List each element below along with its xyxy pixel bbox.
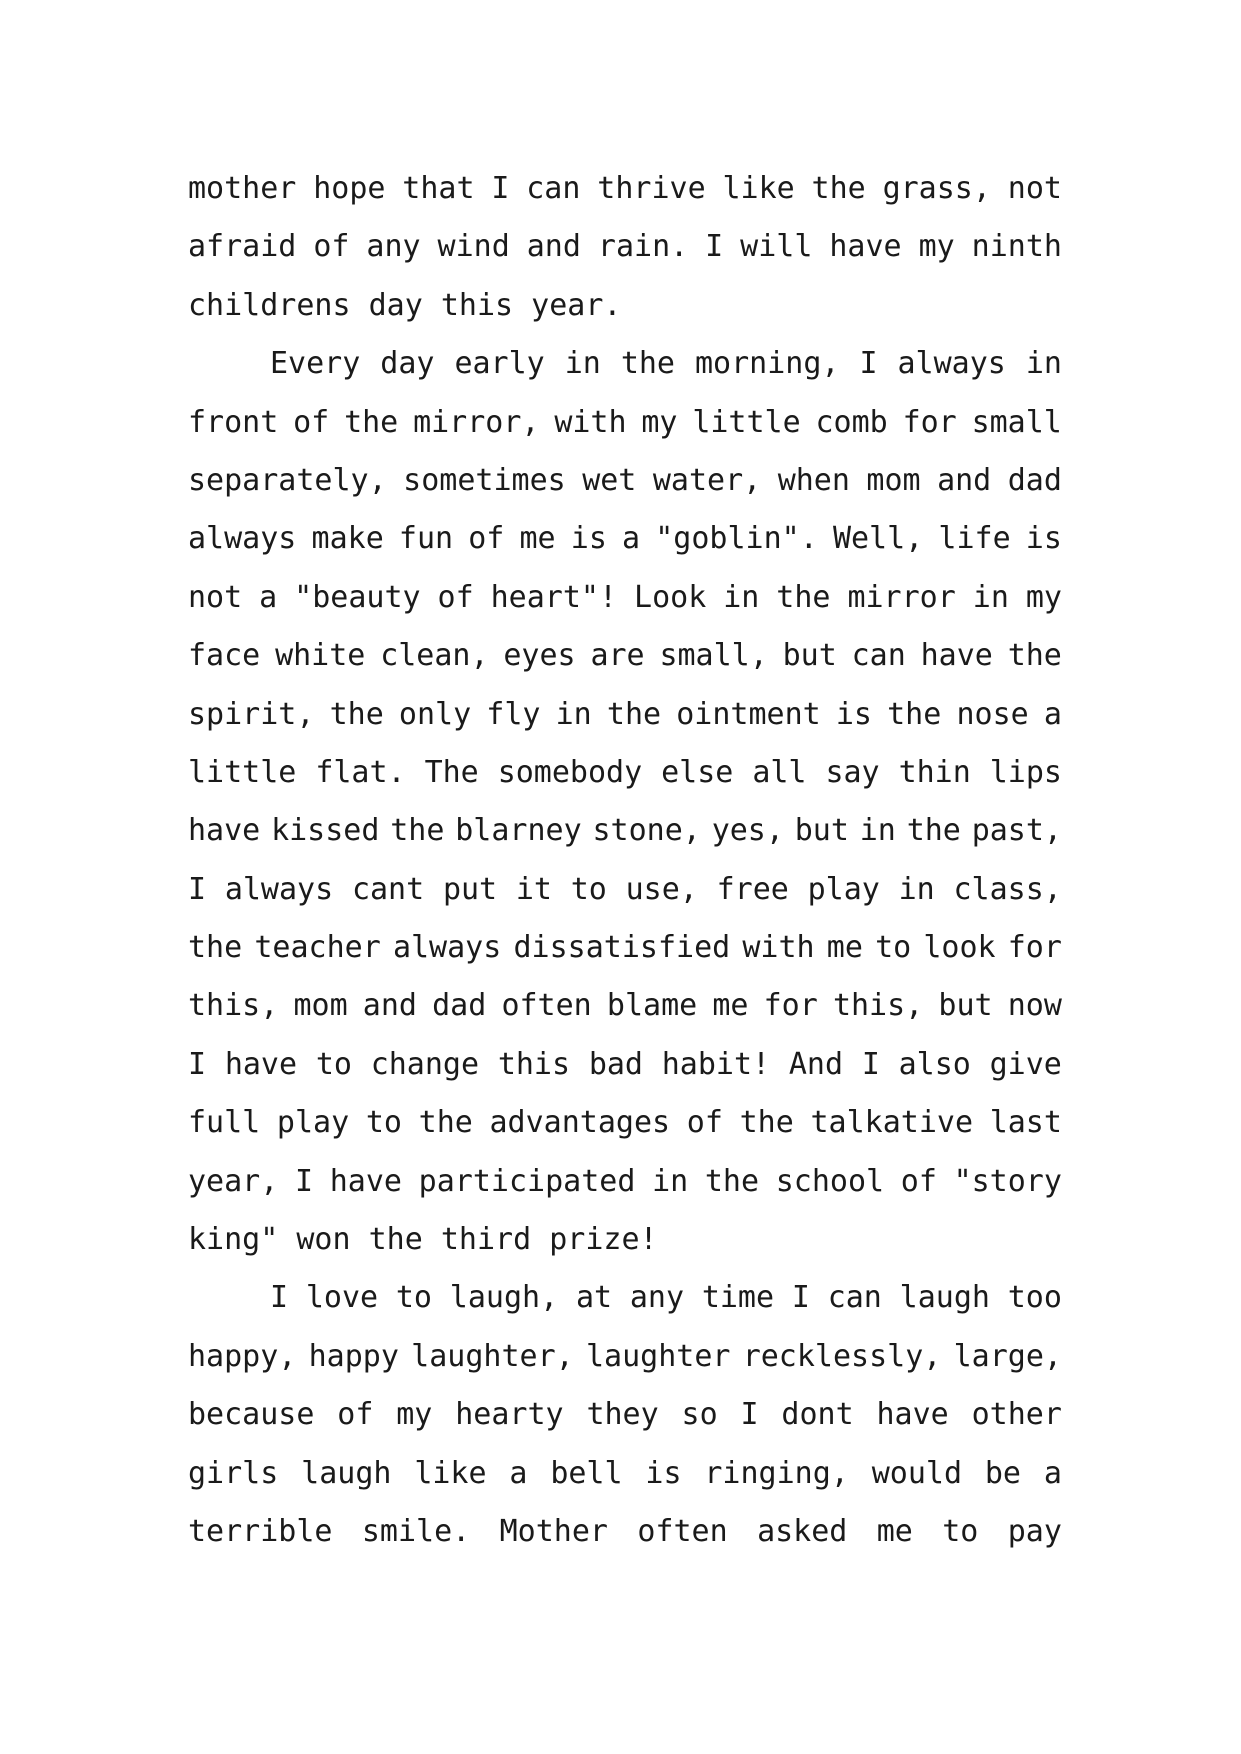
text-line: front of the mirror, with my little comb for small <box>188 404 1062 440</box>
body-text <box>188 160 1062 1561</box>
text-line: I always cant put it to use, free play in class, <box>188 871 1062 907</box>
text-line: the teacher always dissatisfied with me to look for <box>188 930 1062 966</box>
text-line: I have to change this bad habit! And I also give <box>188 1046 1062 1082</box>
text-line: afraid of any wind and rain. I will have my ninth <box>188 229 1062 265</box>
text-line: mother hope that I can thrive like the grass, not <box>188 171 1062 206</box>
text-line: this, mom and dad often blame me for this, but now <box>188 988 1062 1024</box>
text-line: have kissed the blarney stone, yes, but in the past, <box>188 813 1062 849</box>
text-line: terrible smile. Mother often asked me to pay <box>188 1513 1062 1549</box>
text-line: childrens day this year. <box>188 287 622 323</box>
text-line: separately, sometimes wet water, when mom and dad <box>188 462 1062 498</box>
text-line: girls laugh like a bell is ringing, would be a <box>188 1455 1062 1491</box>
text-line: little flat. The somebody else all say thin lips <box>188 754 1062 790</box>
text-line: face white clean, eyes are small, but can have the <box>188 638 1062 674</box>
text-line: I love to laugh, at any time I can laugh too <box>270 1280 1062 1316</box>
text-line: spirit, the only fly in the ointment is the nose a <box>188 696 1062 732</box>
text-line: because of my hearty they so I dont have other <box>188 1397 1062 1433</box>
text-line: king" won the third prize! <box>188 1222 658 1258</box>
text-line: happy, happy laughter, laughter recklessly, large, <box>188 1338 1062 1374</box>
text-line: not a "beauty of heart"! Look in the mirror in my <box>188 579 1062 615</box>
text-line: always make fun of me is a "goblin". Well, life is <box>188 521 1062 557</box>
text-line: Every day early in the morning, I always in <box>270 346 1062 382</box>
text-line: year, I have participated in the school of "story <box>188 1163 1062 1199</box>
text-line: full play to the advantages of the talkative last <box>188 1105 1062 1141</box>
